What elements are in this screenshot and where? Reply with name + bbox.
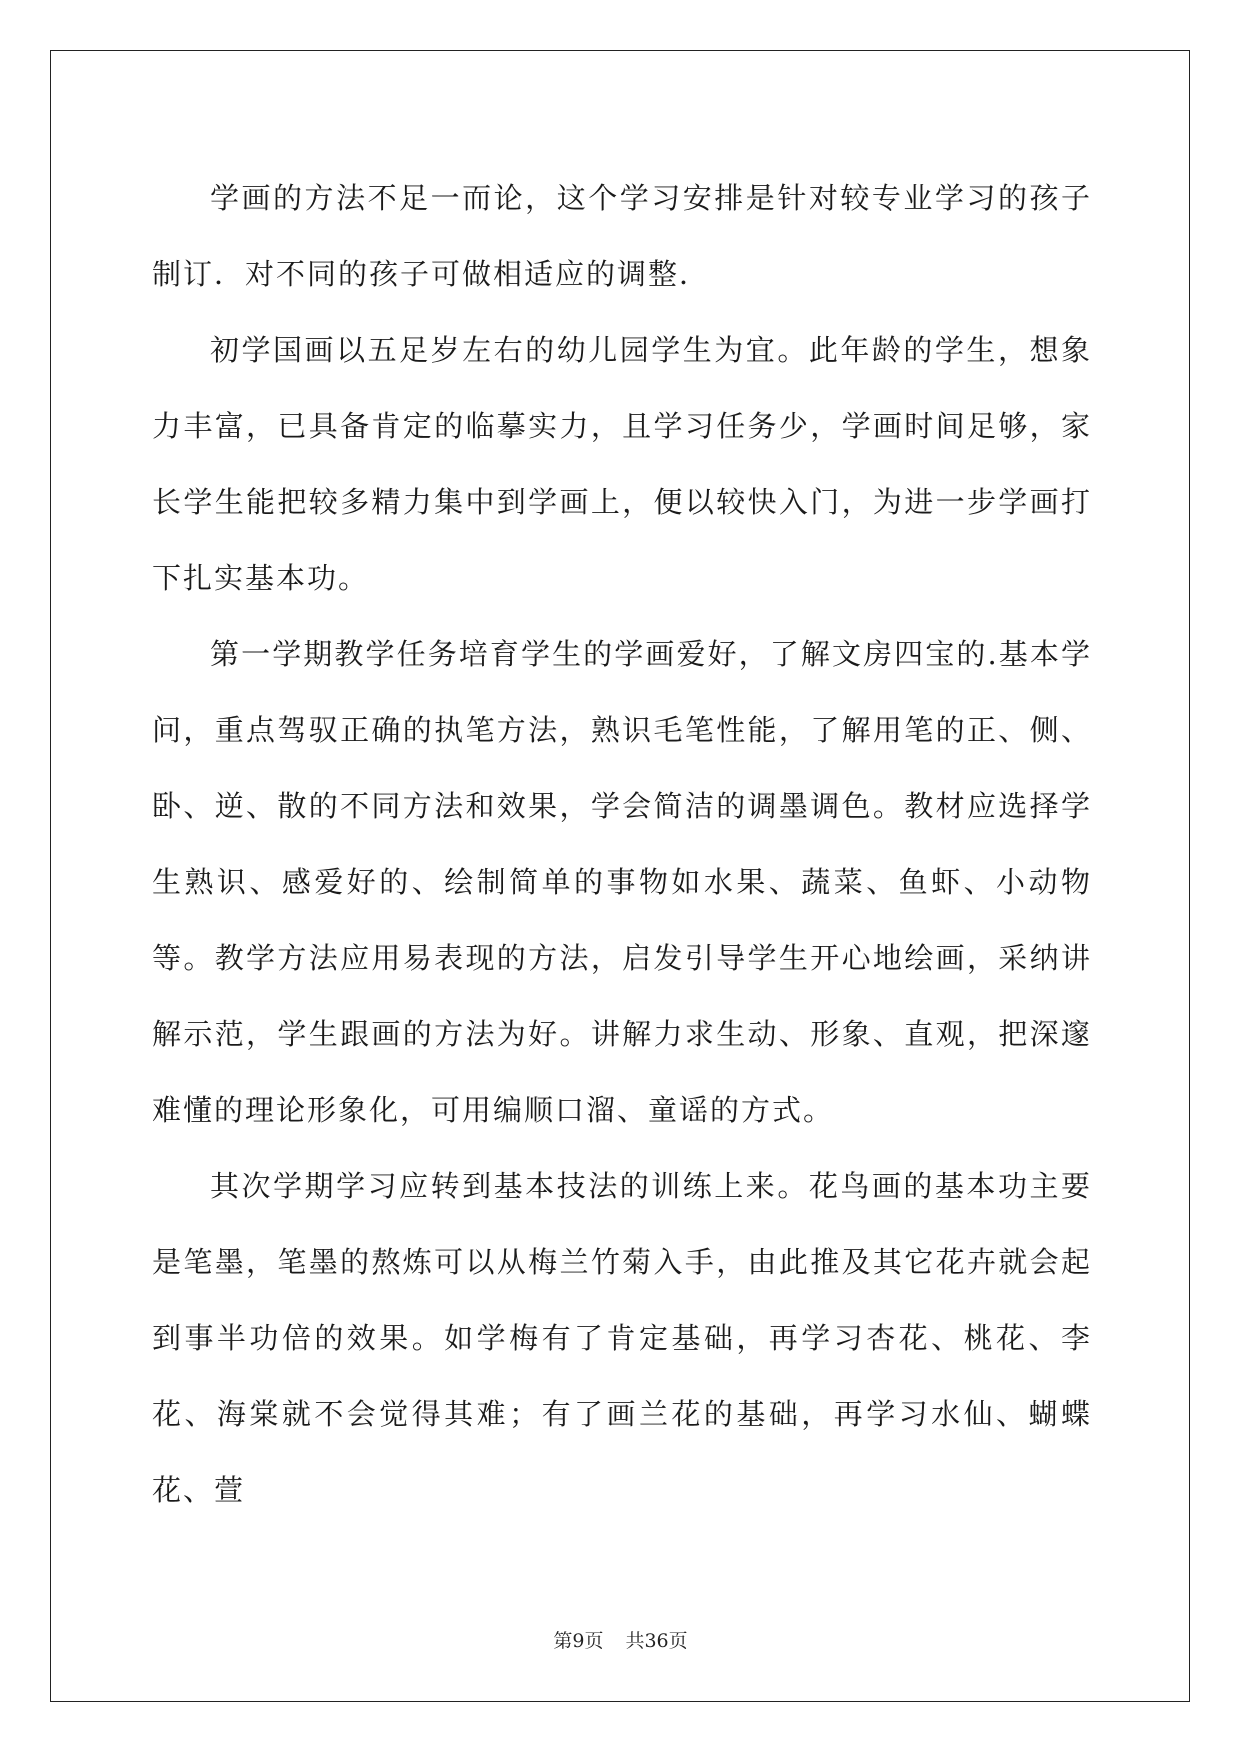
paragraph: 其次学期学习应转到基本技法的训练上来。花鸟画的基本功主要是笔墨，笔墨的熬炼可以从梅兰竹菊入手，由此推及其它花卉就会起到事半功倍的效果。如学梅有了肯定基础，再学习杏花、桃花、李花、海棠就不会觉得其难；有了画兰花的基础，再学习水仙、蝴蝶花、萱 bbox=[152, 1169, 1092, 1507]
total-pages: 共36页 bbox=[625, 1630, 688, 1652]
paragraph: 第一学期教学任务培育学生的学画爱好，了解文房四宝的.基本学问，重点驾驭正确的执笔方法，熟识毛笔性能，了解用笔的正、侧、卧、逆、散的不同方法和效果，学会简洁的调墨调色。教材应选择学生熟识、感爱好的、绘制简单的事物如水果、蔬菜、鱼虾、小动物等。教学方法应用易表现的方法，启发引导学生开心地绘画，采纳讲解示范，学生跟画的方法为好。讲解力求生动、形象、直观，把深邃难懂的理论形象化，可用编顺口溜、童谣的方式。 bbox=[152, 637, 1092, 1127]
page-number: 第9页 bbox=[553, 1630, 604, 1652]
paragraph: 学画的方法不足一而论，这个学习安排是针对较专业学习的孩子制订．对不同的孩子可做相适应的调整． bbox=[152, 181, 1092, 291]
paragraph: 初学国画以五足岁左右的幼儿园学生为宜。此年龄的学生，想象力丰富，已具备肯定的临摹实力，且学习任务少，学画时间足够，家长学生能把较多精力集中到学画上，便以较快入门，为进一步学画打下扎实基本功。 bbox=[152, 333, 1092, 595]
page-footer bbox=[0, 1626, 1241, 1653]
document-body bbox=[152, 160, 1092, 1528]
